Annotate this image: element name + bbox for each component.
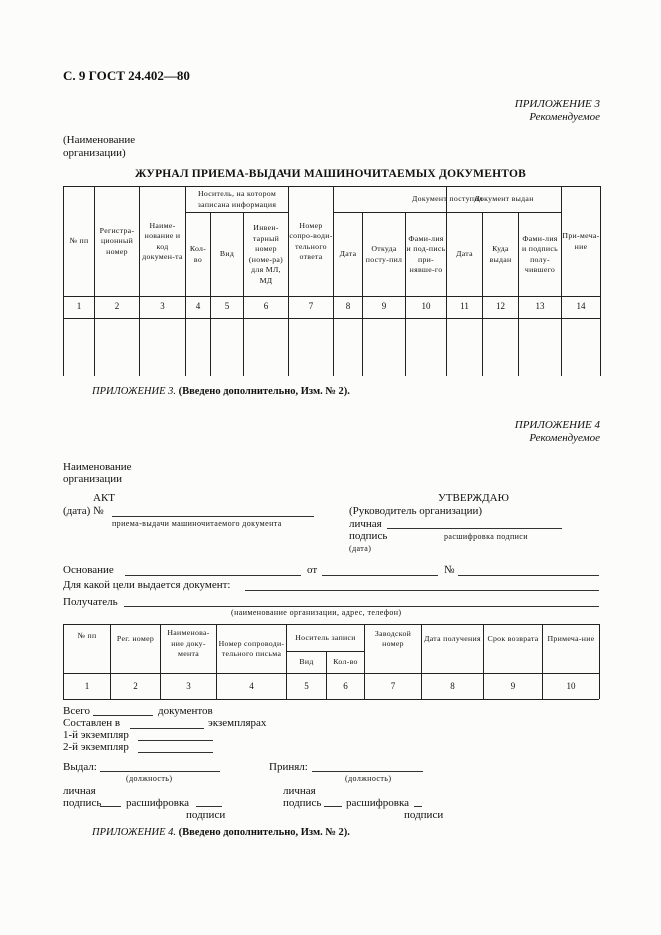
act-date-label: (дата) № [63, 505, 104, 517]
accepted-label: Принял: [269, 761, 308, 773]
appendix4-label: ПРИЛОЖЕНИЕ 4 [514, 419, 600, 431]
issued-position: (должность) [126, 774, 173, 783]
act-col-factory-number: Заводской номер [374, 628, 412, 648]
act-num-cell: 8 [450, 681, 455, 691]
col-issued-date: Дата [456, 249, 473, 259]
issued-signature: подпись [63, 797, 102, 809]
act-num-cell: 3 [186, 681, 191, 691]
appendix3-note-label: ПРИЛОЖЕНИЕ 3. [92, 386, 176, 397]
purpose-label: Для какой цели выдается документ: [63, 579, 231, 591]
made-in-label: Составлен в [63, 717, 121, 729]
col-received-date: Дата [339, 249, 357, 259]
act-num-cell: 4 [249, 681, 254, 691]
act-col-reg-number: Рег. номер [116, 633, 155, 643]
recipient-label: Получатель [63, 596, 118, 608]
num-cell: 4 [195, 301, 201, 311]
col-kind: Вид [219, 249, 235, 259]
act-col-cover-letter: Номер сопроводи-тельного письма [218, 638, 285, 658]
recipient-caption: (наименование организации, адрес, телефон) [231, 608, 402, 617]
num-cell: 5 [224, 301, 230, 311]
copy2-label: 2-й экземпляр [63, 741, 129, 753]
act-col-number: № пп [77, 630, 97, 640]
col-notes: При-меча-ние [562, 231, 600, 251]
approve-label: УТВЕРЖДАЮ [438, 492, 509, 504]
approve-head: (Руководитель организации) [349, 505, 483, 517]
act-num-cell: 9 [510, 681, 516, 691]
act-col-count: Кол-во [333, 657, 358, 667]
col-count: Кол-во [189, 244, 207, 264]
appendix3-status: Рекомендуемое [529, 111, 600, 123]
col-issued-where: Куда выдан [489, 244, 512, 264]
total-label: Всего [63, 705, 90, 717]
accepted-signatures: подписи [404, 809, 444, 821]
decoding-signature: расшифровка подписи [444, 532, 528, 541]
num-cell: 11 [460, 301, 469, 311]
col-cover-letter: Номер сопро-води-тельного ответа [289, 220, 333, 261]
made-in-suffix: экземплярах [208, 717, 267, 729]
received-group: Документ поступил [412, 194, 483, 204]
act-num-cell: 5 [304, 681, 309, 691]
num-cell: 6 [263, 301, 269, 311]
issued-personal: личная [63, 785, 96, 797]
act-col-kind: Вид [299, 657, 314, 667]
col-issued-to: Фами-лия и подпись полу-чившего [522, 233, 558, 274]
num-cell: 8 [345, 301, 351, 311]
issued-label: Выдал: [63, 761, 97, 773]
number-label: № [444, 564, 455, 576]
act-num-cell: 7 [390, 681, 396, 691]
act-col-doc-name: Наименова-ние доку-мента [167, 628, 210, 659]
accepted-decoding: расшифровка [346, 797, 410, 809]
issued-group: Документ выдан [474, 194, 534, 204]
act-num-cell: 2 [133, 681, 138, 691]
act-num-cell: 1 [84, 681, 90, 691]
appendix4-note [92, 827, 350, 838]
org-name-4-line2: организации [63, 473, 123, 485]
org-name-4-line1: Наименование [63, 461, 132, 473]
carrier-group: Носитель, на котором записана информация [197, 189, 277, 209]
num-cell: 3 [160, 301, 165, 311]
act-num-cell: 10 [566, 681, 576, 691]
appendix3-label: ПРИЛОЖЕНИЕ 3 [514, 98, 600, 110]
total-suffix: документов [158, 705, 213, 717]
appendix4-note-text: (Введено дополнительно, Изм. № 2). [178, 827, 350, 838]
appendix3-note-text: (Введено дополнительно, Изм. № 2). [178, 386, 350, 397]
num-cell: 10 [421, 301, 431, 311]
num-cell: 13 [535, 301, 545, 311]
appendix4-note-label: ПРИЛОЖЕНИЕ 4. [92, 827, 176, 838]
journal-title: ЖУРНАЛ ПРИЕМА-ВЫДАЧИ МАШИНОЧИТАЕМЫХ ДОКУМЕНТОВ [135, 168, 526, 180]
issued-signatures: подписи [186, 809, 226, 821]
appendix4-status: Рекомендуемое [529, 432, 600, 444]
act-col-notes: Примеча-ние [547, 633, 595, 643]
accepted-personal: личная [283, 785, 316, 797]
num-cell: 7 [308, 301, 314, 311]
accepted-signature: подпись [283, 797, 322, 809]
act-caption: приема-выдачи машиночитаемого документа [112, 519, 282, 528]
col-doc-name: Наиме-нование и код докумен-та [142, 220, 183, 261]
signature-label: подпись [349, 530, 388, 542]
col-inventory: Инвен-тарный номер (номе-ра) для МЛ, МД [248, 223, 284, 285]
date-paren: (дата) [349, 544, 372, 553]
basis-label: Основание [63, 564, 114, 576]
page-header: С. 9 ГОСТ 24.402—80 [63, 68, 190, 83]
num-cell: 14 [576, 301, 586, 311]
issued-decoding: расшифровка [126, 797, 190, 809]
act-num-cell: 6 [343, 681, 348, 691]
act-title: АКТ [93, 492, 115, 504]
personal-label: личная [349, 518, 382, 530]
col-number: № пп [69, 236, 89, 246]
accepted-position: (должность) [345, 774, 392, 783]
num-cell: 9 [381, 301, 387, 311]
from-label: от [307, 564, 318, 576]
act-col-receive-date: Дата получения [424, 633, 481, 643]
org-name-line1: (Наименование [63, 134, 136, 146]
act-carrier-group: Носитель записи [295, 632, 356, 642]
num-cell: 1 [76, 301, 82, 311]
copy1-label: 1-й экземпляр [63, 729, 129, 741]
org-name-line2: организации) [63, 147, 126, 159]
num-cell: 12 [496, 301, 505, 311]
appendix3-note [92, 386, 350, 397]
num-cell: 2 [114, 301, 120, 311]
col-received-by: Фами-лия и под-пись при-нявше-го [406, 233, 446, 274]
col-from-where: Откуда посту-пил [365, 244, 403, 264]
act-col-return-term: Срок возврата [487, 633, 539, 643]
col-reg-number: Регистра-ционный номер [99, 225, 135, 256]
